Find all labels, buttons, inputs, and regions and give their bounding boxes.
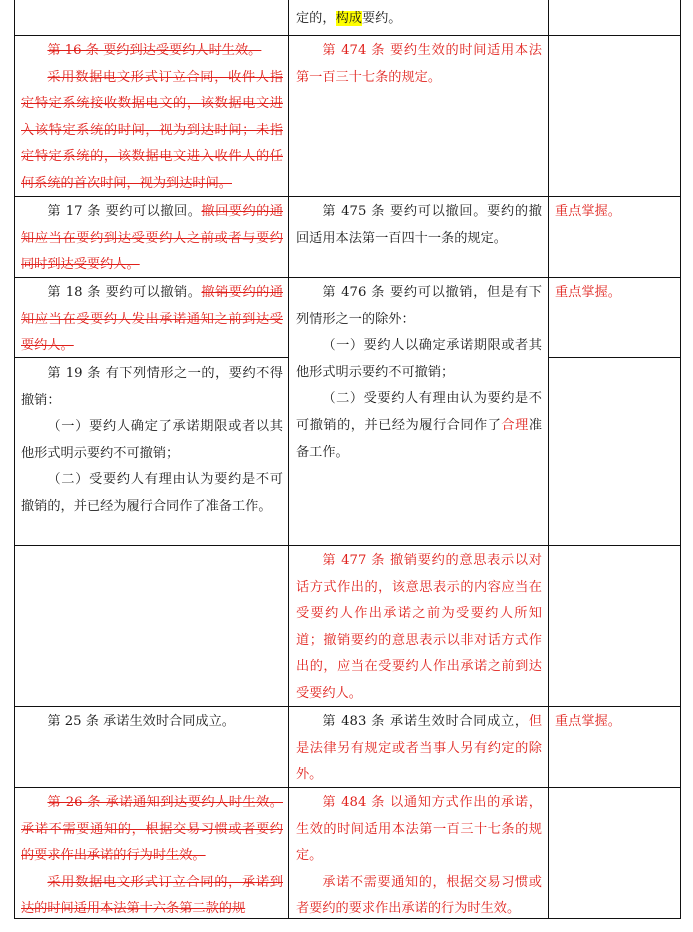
row2-new-cell (296, 199, 542, 252)
column-divider-2 (548, 0, 549, 918)
row5-old-cell (21, 709, 283, 736)
row0-new-cell (296, 6, 542, 33)
article-484-body: 承诺不需要通知的，根据交易习惯或者要约的要求作出承诺的行为时生效。 (296, 874, 542, 917)
key-point-note: 重点掌握。 (555, 285, 621, 300)
article-475: 第 475 条 要约可以撤回。要约的撤回适用本法第一百四十一条的规定。 (296, 204, 542, 246)
article-474: 第 474 条 要约生效的时间适用本法第一百三十七条的规定。 (296, 43, 542, 85)
article-26-body: 采用数据电文形式订立合同的，承诺到达的时间适用本法第十六条第二款的规 (21, 874, 283, 917)
row3-old2-cell (21, 361, 283, 521)
row0-new-text: 定的， (296, 11, 336, 26)
article-476-item1: （一）要约人以确定承诺期限或者其他形式明示要约不可撤销； (296, 338, 542, 380)
article-19-item1: （一）要约人确定了承诺期限或者以其他形式明示要约不可撤销； (21, 419, 283, 461)
row-line-partial (548, 357, 681, 358)
article-476-intro: 第 476 条 要约可以撤销，但是有下列情形之一的除外： (296, 285, 542, 327)
article-477: 第 477 条 撤销要约的意思表示以对话方式作出的，该意思表示的内容应当在受要约人作出承诺之前为受要约人所知道；撤销要约的意思表示以非对话方式作出的，应当在受要约人作出承诺之前到达受要约人。 (296, 553, 542, 701)
row0-new-after: 要约。 (361, 11, 402, 26)
article-484-heading: 第 484 条 以通知方式作出的承诺，生效的时间适用本法第一百三十七条的规定。 (296, 795, 542, 864)
article-26-heading: 第 26 条 承诺通知到达要约人时生效。承诺不需要通知的，根据交易习惯或者要约的要求作出承诺的行为时生效。 (21, 795, 283, 864)
key-point-note: 重点掌握。 (555, 204, 621, 219)
row2-note (555, 199, 675, 226)
article-19-item2: （二）受要约人有理由认为要约是不可撤销的，并已经为履行合同作了准备工作。 (21, 472, 283, 514)
article-483-added: 但是法律另有规定或者当事人另有约定的除外。 (296, 714, 542, 783)
row5-note (555, 709, 675, 736)
article-17-struck: 撤回要约的通知应当在要约到达受要约人之前或者与要约同时到达受要约人。 (21, 204, 283, 273)
article-17-plain: 第 17 条 要约可以撤回。 (47, 204, 202, 219)
row1-old-cell (21, 38, 283, 198)
row3-old-cell (21, 280, 283, 360)
row1-new-cell (296, 38, 542, 91)
article-18-plain: 第 18 条 要约可以撤销。 (47, 285, 202, 300)
row-line (14, 545, 681, 546)
article-476-item2-end: 准备工作。 (296, 417, 542, 460)
table-border-right (680, 0, 681, 918)
article-16-body: 采用数据电文形式订立合同，收件人指定特定系统接收数据电文的，该数据电文进入该特定系统的时间，视为到达时间；未指定特定系统的，该数据电文进入收件人的任何系统的首次时间，视为到达时间。 (21, 69, 283, 191)
article-18-struck: 撤销要约的通知应当在受要约人发出承诺通知之前到达受要约人。 (21, 285, 283, 354)
row2-old-cell (21, 199, 283, 279)
row-line (14, 35, 681, 36)
article-476-item2: （二）受要约人有理由认为要约是不可撤销的，并已经为履行合同作了 (296, 391, 542, 433)
article-16-heading: 第 16 条 要约到达受要约人时生效。 (47, 43, 262, 58)
article-483-plain: 第 483 条 承诺生效时合同成立， (322, 714, 529, 729)
article-25: 第 25 条 承诺生效时合同成立。 (47, 714, 235, 729)
row4-new-cell (296, 548, 542, 708)
row3-note (555, 280, 675, 307)
row6-new-cell (296, 790, 542, 923)
key-point-note: 重点掌握。 (555, 714, 621, 729)
article-19-heading: 第 19 条 有下列情形之一的，要约不得撤销： (21, 366, 283, 408)
article-476-item2-added: 合理 (501, 417, 529, 433)
highlighted-text: 构成 (335, 11, 362, 26)
row6-old-cell (21, 790, 283, 923)
column-divider-1 (288, 0, 289, 918)
row3-new-cell (296, 280, 542, 466)
table-border-left (14, 0, 15, 918)
row5-new-cell (296, 709, 542, 789)
